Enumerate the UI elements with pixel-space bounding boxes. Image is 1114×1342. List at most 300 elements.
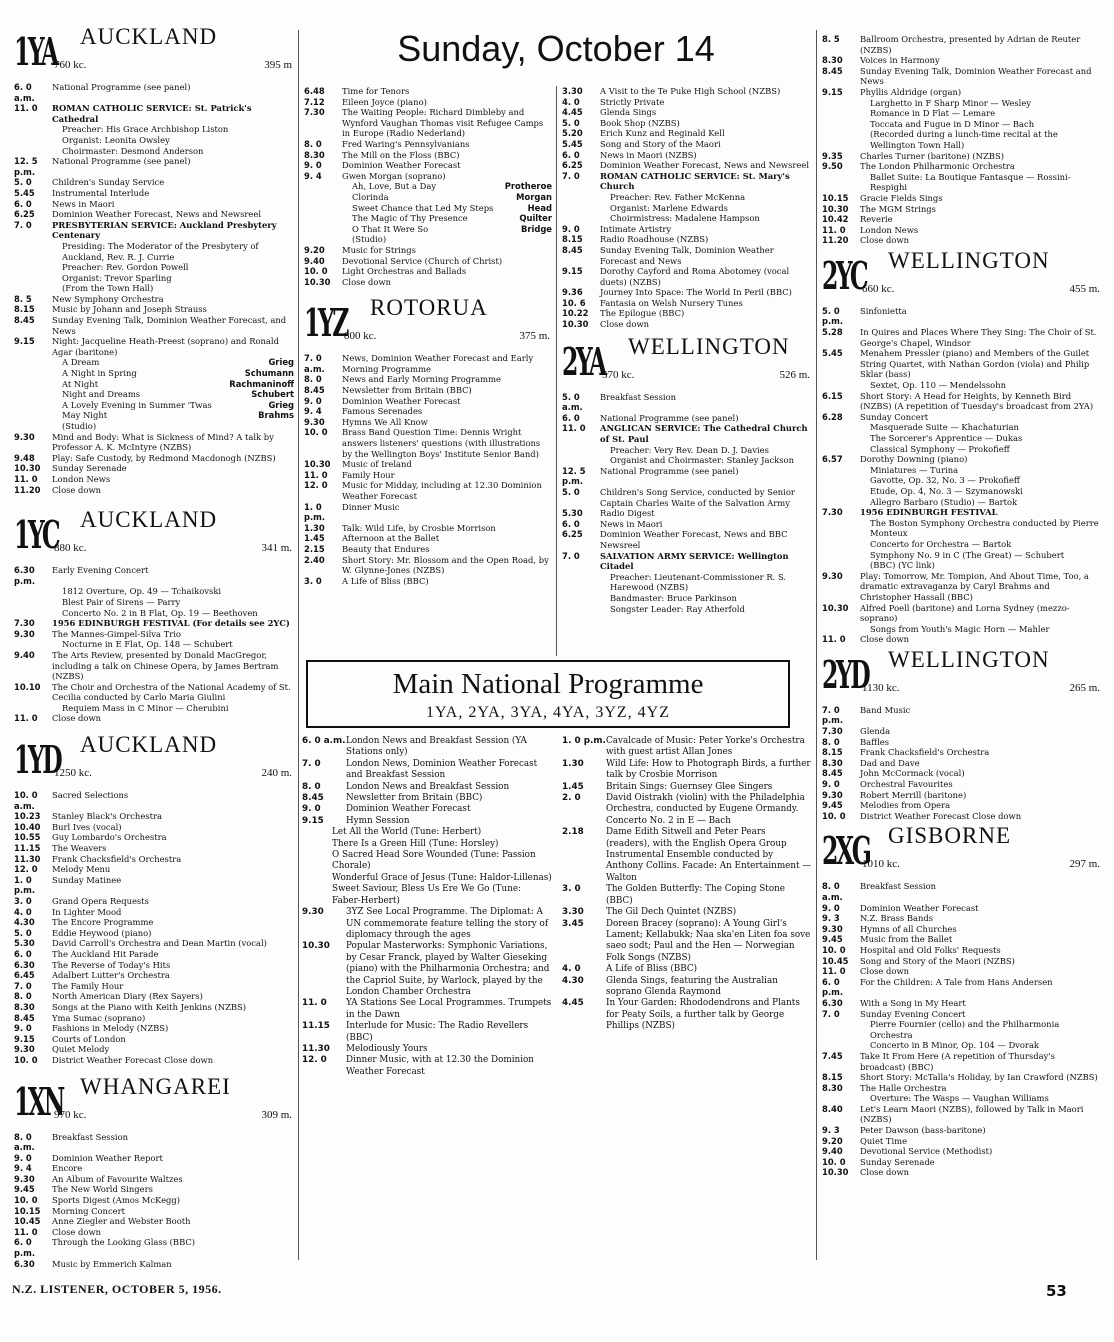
entry-text: The Epilogue (BBC)	[600, 308, 685, 319]
entry-text: Devotional Service (Church of Christ)	[342, 255, 503, 266]
entry-time: 7.30	[822, 507, 843, 518]
schedule-entry	[14, 1206, 294, 1217]
entry-time: 11.30	[302, 1043, 330, 1054]
entry-time: 7.45	[822, 1050, 843, 1061]
schedule-entry	[14, 907, 294, 918]
entry-time: 5. 0	[14, 177, 32, 188]
entry-text: The Halle Orchestra	[860, 1082, 947, 1093]
entry-text: A Life of Bliss (BBC)	[342, 575, 429, 586]
schedule-entry	[562, 224, 812, 235]
schedule-1yc	[14, 565, 294, 724]
entry-text: Famous Serenades	[342, 406, 423, 417]
entry-time: 12. 0	[302, 1055, 327, 1066]
schedule-entry	[14, 241, 294, 262]
song-composer: Grieg	[268, 357, 294, 368]
schedule-entry	[822, 433, 1102, 444]
entry-time: 9. 3	[822, 913, 840, 924]
column-rule	[816, 30, 817, 1260]
entry-text: Miniatures — Turina	[870, 464, 959, 475]
schedule-entry	[822, 306, 1102, 327]
schedule-entry	[822, 1040, 1102, 1051]
entry-time: 9.30	[304, 416, 325, 427]
entry-text: Encore	[52, 1163, 83, 1174]
entry-text: Concerto in B Minor, Op. 104 — Dvorak	[870, 1040, 1040, 1051]
song-item	[14, 410, 294, 421]
schedule-entry	[304, 470, 552, 481]
entry-text: Gwen Morgan (soprano)	[342, 170, 446, 181]
schedule-entry	[14, 618, 294, 629]
entry-time: 6. 0	[562, 412, 580, 423]
schedule-2xg	[822, 881, 1102, 1178]
entry-time: 11. 0	[822, 966, 846, 977]
entry-time: 7.30	[14, 618, 35, 629]
schedule-entry	[304, 256, 552, 267]
station-metres: 395 m	[264, 59, 292, 71]
entry-time: 7. 0 a.m.	[304, 353, 325, 374]
song-composer: Head	[527, 202, 552, 213]
entry-time: 10.30	[822, 602, 849, 613]
entry-time: 8. 0	[822, 736, 840, 747]
entry-text: Adalbert Lutter's Orchestra	[52, 970, 170, 981]
schedule-entry	[822, 235, 1102, 246]
schedule-entry	[822, 571, 1102, 603]
entry-text: Music for Midday, including at 12.30 Dominion Weather Forecast	[342, 480, 542, 501]
entry-text: Time for Tenors	[342, 86, 410, 96]
entry-text: The Waiting People: Richard Dimbleby and Wynford Vaughan Thomas visit Refugee Camps in Europe (Radio Nederland)	[342, 107, 544, 139]
song-composer: Schubert	[251, 389, 294, 400]
entry-time: 7. 0	[14, 980, 32, 991]
schedule-entry	[304, 245, 552, 256]
schedule-entry	[822, 1072, 1102, 1083]
entry-text: Toccata and Fugue in D Minor — Bach	[870, 118, 1035, 129]
entry-text: Stanley Black's Orchestra	[52, 811, 162, 822]
entry-text: Glenda Sings	[600, 107, 657, 118]
schedule-entry	[304, 544, 552, 555]
entry-text: Alfred Poell (baritone) and Lorna Sydney (mezzo-soprano)	[860, 602, 1070, 624]
entry-text: Gavotte, Op. 32, No. 3 — Prokofieff	[870, 475, 1020, 486]
entry-text: Baffles	[860, 736, 890, 747]
schedule-entry	[14, 283, 294, 294]
schedule-entry	[14, 199, 294, 210]
song-item	[304, 213, 552, 224]
entry-text: Beauty that Endures	[342, 543, 430, 554]
entry-time: 6. 0 p.m.	[822, 976, 844, 998]
schedule-entry	[14, 1132, 294, 1153]
entry-time: 9. 0	[822, 902, 840, 913]
entry-time: 7. 0	[822, 1008, 840, 1019]
entry-time: 9.30	[14, 628, 35, 639]
entry-time: 12. 0	[14, 864, 38, 875]
schedule-entry	[562, 107, 812, 118]
schedule-entry	[562, 445, 812, 456]
song-list	[14, 357, 294, 431]
entry-text: The London Philharmonic Orchestra	[860, 161, 1015, 172]
entry-text: Sacred Selections	[52, 790, 129, 801]
schedule-entry	[562, 466, 812, 487]
schedule-entry	[14, 854, 294, 865]
schedule-entry	[14, 432, 294, 453]
schedule-entry	[304, 480, 552, 501]
song-composer: Bridge	[520, 223, 552, 234]
entry-text: Etude, Op. 4, No. 3 — Szymanowski	[870, 485, 1023, 496]
entry-time: 9.15	[302, 815, 324, 826]
entry-text: Book Shop (NZBS)	[600, 117, 680, 128]
entry-time: 6. 0	[14, 198, 32, 209]
schedule-entry	[822, 737, 1102, 748]
schedule-entry	[14, 682, 294, 703]
song-title: May Night	[62, 410, 108, 421]
entry-time: 9.15	[562, 266, 583, 277]
entry-time: 1.30	[562, 758, 584, 769]
entry-time: 9.30	[822, 789, 843, 800]
entry-time: 8.45	[14, 1012, 35, 1023]
schedule-entry	[822, 225, 1102, 236]
column-rule	[556, 86, 557, 656]
entry-time: 8.15	[562, 234, 583, 245]
station-kc: 760 kc.	[54, 59, 87, 71]
entry-time: 9. 4	[304, 406, 322, 417]
station-metres: 297 m.	[1069, 858, 1100, 871]
entry-text: Song and Story of the Maori (NZBS)	[860, 955, 1015, 966]
entry-text: Fashions in Melody (NZBS)	[52, 1023, 169, 1034]
entry-time: 7.30	[822, 726, 843, 737]
station-call: 1YZ	[304, 300, 347, 346]
entry-time: 4.45	[562, 107, 583, 118]
entry-time: 6.57	[822, 454, 843, 465]
schedule-entry	[822, 98, 1102, 109]
schedule-entry	[304, 86, 552, 97]
schedule-entry	[14, 586, 294, 597]
station-metres: 240 m.	[261, 767, 292, 780]
entry-time: 6.30	[822, 997, 843, 1008]
song-composer: Rachmaninoff	[229, 378, 294, 389]
schedule-entry	[14, 938, 294, 949]
song-composer: Schumann	[244, 368, 294, 379]
entry-text: District Weather Forecast Close down	[860, 810, 1022, 821]
schedule-entry	[14, 949, 294, 960]
entry-text: Dame Edith Sitwell and Peter Pears (readers), with the English Opera Group Instrumental Ensemble conducted by Anthony Collins. Facade: An Entertainment — Walton	[606, 827, 812, 883]
song-item	[304, 234, 552, 245]
entry-text: Band Music	[860, 704, 911, 715]
np-schedule-b	[302, 907, 552, 1078]
song-item	[14, 421, 294, 432]
entry-text: Close down	[52, 713, 102, 724]
entry-text: London News, Dominion Weather Forecast and Breakfast Session	[346, 758, 538, 781]
song-title: The Magic of Thy Presence	[352, 213, 468, 224]
entry-text: Dominion Weather Report	[52, 1152, 163, 1163]
entry-time: 9. 0	[14, 1023, 32, 1034]
entry-text: Breakfast Session	[600, 391, 677, 402]
schedule-entry	[822, 956, 1102, 967]
schedule-entry	[822, 129, 1102, 150]
entry-time: 11.20	[14, 484, 41, 495]
schedule-entry	[822, 193, 1102, 204]
schedule-entry	[562, 907, 812, 918]
entry-time: 11. 0	[302, 998, 327, 1009]
station-metres: 455 m.	[1069, 282, 1100, 295]
song-composer: Morgan	[516, 191, 552, 202]
entry-time: 10. 6	[562, 297, 586, 308]
entry-text: London News	[52, 473, 111, 484]
schedule-entry	[822, 977, 1102, 998]
entry-text: Robert Merrill (baritone)	[860, 789, 967, 800]
entry-time: 8.30	[822, 1082, 843, 1093]
schedule-entry	[562, 604, 812, 615]
schedule-entry	[822, 119, 1102, 130]
schedule-entry	[562, 139, 812, 150]
hymn-item: There Is a Green Hill (Tune: Horsley)	[332, 838, 499, 849]
song-composer: Protheroe	[504, 181, 552, 192]
entry-time: 4.30	[14, 917, 35, 928]
schedule-2ya-cont	[822, 34, 1102, 246]
schedule-entry	[302, 759, 552, 782]
schedule-entry	[14, 1259, 294, 1270]
entry-text: National Programme (see panel)	[52, 82, 191, 92]
entry-text: Organist: Marlene Edwards	[610, 202, 728, 213]
schedule-entry	[14, 608, 294, 619]
main-programme-title: Main National Programme	[392, 668, 704, 700]
entry-text: Ballroom Orchestra, presented by Adrian de Reuter (NZBS)	[860, 34, 1081, 55]
entry-text: Bandmaster: Bruce Parkinson	[610, 592, 737, 603]
schedule-entry	[562, 487, 812, 508]
schedule-entry	[562, 508, 812, 519]
song-item	[304, 181, 552, 192]
schedule-entry	[822, 507, 1102, 518]
entry-text: Sunday Evening Talk, Dominion Weather Forecast and News	[860, 65, 1092, 87]
entry-text: Talk: Wild Life, by Crosbie Morrison	[342, 522, 496, 533]
national-programme-left	[302, 736, 552, 1078]
song-item	[304, 192, 552, 203]
entry-text: Classical Symphony — Prokofieff	[870, 443, 1010, 454]
schedule-entry	[304, 107, 552, 139]
schedule-entry	[14, 485, 294, 496]
entry-time: 8.40	[822, 1103, 843, 1114]
entry-time: 9.30	[14, 1173, 35, 1184]
entry-time: 3. 0	[304, 575, 322, 586]
entry-text: District Weather Forecast Close down	[52, 1054, 214, 1065]
entry-time: 6. 0	[14, 948, 32, 959]
entry-text: National Programme (see panel)	[600, 412, 739, 423]
schedule-entry	[14, 1195, 294, 1206]
schedule-entry	[822, 913, 1102, 924]
entry-text: Courts of London	[52, 1033, 126, 1044]
schedule-entry	[562, 551, 812, 572]
entry-text: PRESBYTERIAN SERVICE: Auckland Presbytery Centenary	[52, 219, 277, 241]
schedule-entry	[822, 924, 1102, 935]
schedule-entry	[822, 966, 1102, 977]
entry-time: 7. 0	[302, 758, 321, 769]
schedule-entry	[822, 380, 1102, 391]
station-metres: 341 m.	[261, 542, 292, 555]
entry-time: 10.22	[562, 308, 589, 319]
entry-time: 8. 0	[304, 374, 322, 385]
station-city: WELLINGTON	[888, 646, 1050, 672]
schedule-entry	[14, 273, 294, 284]
entry-time: 9. 4	[14, 1163, 32, 1174]
entry-text: London News	[860, 224, 919, 235]
schedule-entry	[14, 864, 294, 875]
entry-time: 10. 0 a.m.	[14, 790, 38, 811]
entry-text: Romance in D Flat — Lemare	[870, 108, 996, 119]
entry-time: 9. 0	[302, 804, 321, 815]
station-header-2yd	[822, 646, 1102, 701]
schedule-entry	[304, 523, 552, 534]
entry-text: SALVATION ARMY SERVICE: Wellington Citadel	[600, 550, 789, 572]
schedule-entry	[822, 811, 1102, 822]
schedule-entry	[822, 881, 1102, 902]
schedule-entry	[822, 1104, 1102, 1125]
schedule-entry	[822, 475, 1102, 486]
schedule-entry	[822, 790, 1102, 801]
station-call: 1XN	[14, 1078, 63, 1124]
entry-time: 11. 0	[822, 634, 846, 645]
entry-text: Songster Leader: Ray Atherfold	[610, 603, 745, 614]
entry-time: 10.30	[822, 1167, 849, 1178]
entry-text: (BBC) (YC link)	[870, 560, 935, 571]
entry-text: Mind and Body: What is Sickness of Mind? A talk by Professor A. K. McIntyre (NZBS)	[52, 431, 274, 453]
entry-text: Charles Turner (baritone) (NZBS)	[860, 150, 1004, 161]
schedule-entry	[14, 790, 294, 811]
entry-text: Dominion Weather Forecast	[346, 804, 471, 815]
entry-text: Concerto for Orchestra — Bartok	[870, 538, 1012, 549]
song-title: A Lovely Evening in Summer 'Twas	[62, 399, 212, 410]
entry-time: 11.15	[14, 843, 41, 854]
station-header-2yc	[822, 247, 1102, 302]
entry-text: Close down	[52, 484, 102, 495]
entry-time: 4. 0	[562, 96, 580, 107]
entry-text: Dorothy Downing (piano)	[860, 454, 968, 465]
entry-time: 5. 0 p.m.	[822, 305, 844, 327]
entry-time: 10.45	[822, 955, 849, 966]
schedule-entry	[304, 266, 552, 277]
entry-time: 9.15	[822, 86, 843, 97]
entry-time: 8.30	[822, 757, 843, 768]
entry-text: Dinner Music	[342, 501, 400, 512]
entry-time: 6.25	[14, 209, 35, 220]
entry-time: 10. 0	[14, 1195, 38, 1206]
column-2	[304, 86, 552, 586]
schedule-entry	[822, 934, 1102, 945]
schedule-entry	[822, 161, 1102, 172]
schedule-entry	[562, 234, 812, 245]
entry-text: Close down	[860, 235, 910, 246]
entry-text: Dominion Weather Forecast	[342, 395, 461, 406]
schedule-entry	[302, 804, 552, 815]
song-item	[14, 379, 294, 390]
entry-time: 6.15	[822, 390, 843, 401]
entry-text: Menahem Pressler (piano) and Members of the Guilet String Quartet, with Nathan Gordon (viola) and Philip Sklar (bass)	[860, 348, 1090, 380]
song-title: A Night in Spring	[62, 368, 137, 379]
schedule-entry	[562, 245, 812, 266]
entry-time: 5. 0 a.m.	[562, 391, 583, 413]
station-kc: 970 kc.	[54, 1108, 87, 1121]
entry-text: Hymn Session	[346, 815, 410, 826]
song-item	[14, 357, 294, 368]
station-header-1yz	[304, 295, 552, 349]
entry-text: Popular Masterworks: Symphonic Variations, by Cesar Franck, played by Walter Gieseking (piano) with the Philharmonia Orchestra; and the Capriol Suite, by Warlock, played by the London Chamber Orchestra	[346, 941, 550, 997]
entry-text: Eddie Heywood (piano)	[52, 927, 152, 938]
entry-time: 10.42	[822, 214, 849, 225]
entry-text: National Programme (see panel)	[52, 156, 191, 167]
entry-time: 8. 0 a.m.	[14, 1131, 35, 1153]
schedule-entry	[304, 417, 552, 428]
song-composer: Grieg	[268, 399, 294, 410]
song-item	[304, 224, 552, 235]
schedule-entry	[304, 171, 552, 182]
schedule-entry	[304, 150, 552, 161]
schedule-entry	[562, 128, 812, 139]
schedule-entry	[562, 782, 812, 793]
entry-time: 8.15	[822, 1072, 843, 1083]
entry-text: In Your Garden: Rhododendrons and Plants for Peaty Soils, a further talk by George Phillips (NZBS)	[606, 998, 800, 1032]
entry-text: Symphony No. 9 in C (The Great) — Schubert	[870, 549, 1065, 560]
entry-text: Britain Sings: Guernsey Glee Singers	[606, 781, 773, 792]
entry-time: 12. 5 p.m.	[562, 465, 586, 487]
schedule-entry	[14, 1044, 294, 1055]
entry-text: For the Children: A Tale from Hans Andersen	[860, 976, 1053, 987]
station-city: WHANGAREI	[80, 1073, 231, 1099]
entry-text: North American Diary (Rex Sayers)	[52, 991, 203, 1002]
entry-text: Dinner Music, with at 12.30 the Dominion Weather Forecast	[346, 1055, 534, 1077]
entry-text: London News and Breakfast Session (YA Stations only)	[346, 736, 527, 758]
entry-time: 1. 0 p.m.	[562, 736, 606, 746]
entry-time: 9.30	[822, 570, 843, 581]
entry-time: 8. 5	[14, 293, 32, 304]
schedule-entry	[302, 1055, 552, 1078]
entry-text: Music from the Ballet	[860, 934, 953, 945]
schedule-entry	[562, 919, 812, 965]
entry-text: David Carroll's Orchestra and Dean Martin (vocal)	[52, 938, 267, 949]
schedule-entry	[822, 1083, 1102, 1094]
entry-time: 12. 0	[304, 480, 328, 491]
entry-text: Organist: Leonita Owsley	[62, 134, 170, 145]
entry-text: Sunday Serenade	[52, 463, 127, 474]
entry-time: 9. 0	[822, 779, 840, 790]
entry-time: 10.40	[14, 821, 41, 832]
entry-text: Newsletter from Britain (BBC)	[342, 385, 472, 396]
entry-text: Voices in Harmony	[860, 55, 940, 66]
song-title: (Studio)	[352, 234, 387, 245]
entry-text: Hymns of all Churches	[860, 923, 957, 934]
entry-text: Devotional Service (Methodist)	[860, 1146, 993, 1157]
entry-text: John McCormack (vocal)	[860, 768, 965, 779]
entry-text: The Golden Butterfly: The Coping Stone (BBC)	[606, 884, 786, 906]
entry-text: The Mill on the Floss (BBC)	[342, 149, 460, 160]
entry-time: 9.40	[304, 255, 325, 266]
entry-time: 5.45	[14, 187, 35, 198]
entry-text: Intimate Artistry	[600, 223, 672, 234]
entry-text: Early Evening Concert	[52, 565, 149, 576]
entry-text: Afternoon at the Ballet	[342, 533, 440, 544]
page-footer: N.Z. LISTENER, OCTOBER 5, 1956.	[12, 1282, 222, 1296]
entry-time: 10.30	[14, 463, 41, 474]
entry-time: 11.15	[302, 1021, 330, 1032]
schedule-entry	[14, 843, 294, 854]
entry-text: A Visit to the Te Puke High School (NZBS)	[600, 86, 781, 96]
station-city: ROTORUA	[370, 295, 488, 321]
entry-time: 9.36	[562, 287, 583, 298]
entry-text: Close down	[52, 1226, 102, 1237]
schedule-entry	[302, 1021, 552, 1044]
schedule-entry	[822, 624, 1102, 635]
schedule-entry	[822, 903, 1102, 914]
schedule-entry	[822, 726, 1102, 737]
schedule-entry	[562, 192, 812, 203]
entry-text: Children's Song Service, conducted by Senior Captain Charles Waite of the Salvation Army	[600, 487, 795, 508]
schedule-entry	[562, 976, 812, 999]
entry-time: 5.30	[562, 508, 583, 519]
entry-text: Concerto No. 2 in B Flat, Op. 19 — Beethoven	[62, 607, 258, 618]
